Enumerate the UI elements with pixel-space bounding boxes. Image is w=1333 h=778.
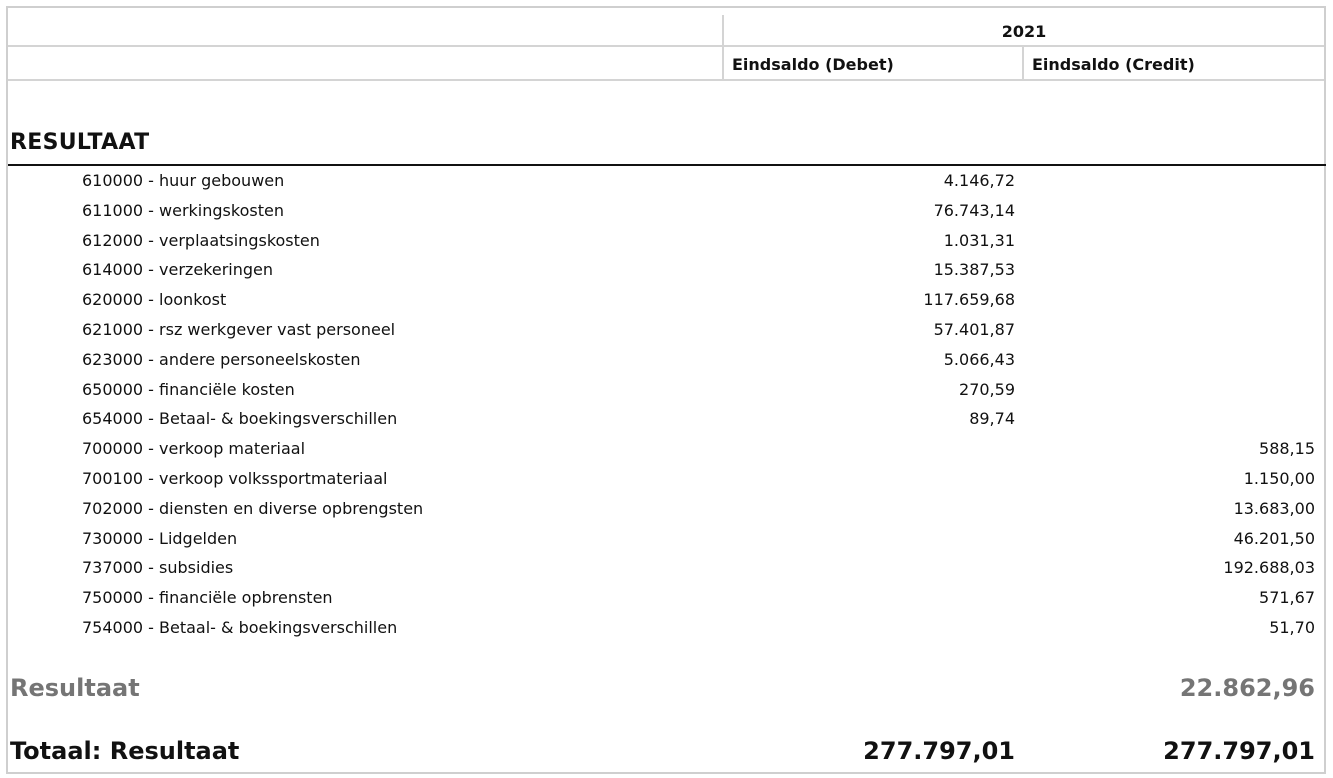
table-row	[0, 168, 1333, 198]
credit-value: 46.201,50	[1233, 528, 1315, 548]
table-row	[0, 496, 1333, 526]
account-label: 620000 - loonkost	[82, 290, 227, 310]
account-label: 650000 - financiële kosten	[82, 379, 295, 399]
account-label: 611000 - werkingskosten	[82, 200, 284, 220]
debet-value: 4.146,72	[943, 171, 1015, 190]
table-row	[0, 198, 1333, 228]
result-label: Resultaat	[10, 674, 140, 702]
table-row	[0, 615, 1333, 645]
account-label: 614000 - verzekeringen	[82, 260, 273, 280]
account-label: 700000 - verkoop materiaal	[82, 439, 306, 459]
account-label: 621000 - rsz werkgever vast personeel	[82, 319, 396, 339]
column-header-debet: Eindsaldo (Debet)	[722, 47, 1022, 81]
account-label: 750000 - financiële opbrensten	[82, 588, 333, 608]
table-row	[0, 347, 1333, 377]
table-row	[0, 555, 1333, 585]
credit-value: 13.683,00	[1233, 498, 1315, 518]
debet-value: 15.387,53	[933, 260, 1015, 280]
debet-value: 1.031,31	[943, 230, 1015, 250]
total-debet: 277.797,01	[863, 737, 1015, 765]
credit-value: 192.688,03	[1223, 558, 1315, 578]
table-row	[0, 287, 1333, 317]
section-title: RESULTAAT	[10, 130, 150, 155]
table-row	[0, 526, 1333, 556]
credit-value: 1.150,00	[1243, 468, 1315, 488]
account-label: 623000 - andere personeelskosten	[82, 349, 361, 369]
total-label: Totaal: Resultaat	[10, 737, 240, 765]
header-spacer-top	[8, 15, 722, 47]
account-label: 700100 - verkoop volkssportmateriaal	[82, 468, 388, 488]
account-rows	[0, 168, 1333, 645]
credit-value: 588,15	[1259, 439, 1315, 459]
account-label: 610000 - huur gebouwen	[82, 171, 285, 190]
account-label: 737000 - subsidies	[82, 558, 234, 578]
table-row	[0, 406, 1333, 436]
table-row	[0, 228, 1333, 258]
table-row	[0, 466, 1333, 496]
account-label: 754000 - Betaal- & boekingsverschillen	[82, 617, 398, 637]
account-label: 702000 - diensten en diverse opbrengsten	[82, 498, 424, 518]
total-credit: 277.797,01	[1163, 737, 1315, 765]
account-label: 730000 - Lidgelden	[82, 528, 238, 548]
year-header: 2021	[722, 15, 1324, 47]
debet-value: 57.401,87	[933, 319, 1015, 339]
section-divider	[8, 164, 1326, 166]
debet-value: 89,74	[969, 409, 1015, 429]
account-label: 612000 - verplaatsingskosten	[82, 230, 320, 250]
credit-value: 51,70	[1269, 617, 1315, 637]
credit-value: 571,67	[1259, 588, 1315, 608]
result-value: 22.862,96	[1179, 674, 1315, 702]
debet-value: 270,59	[959, 379, 1015, 399]
table-row	[0, 436, 1333, 466]
column-header-credit: Eindsaldo (Credit)	[1022, 47, 1324, 81]
table-row	[0, 585, 1333, 615]
table-row	[0, 257, 1333, 287]
debet-value: 117.659,68	[923, 290, 1015, 310]
debet-value: 76.743,14	[933, 200, 1015, 220]
table-row	[0, 377, 1333, 407]
header-spacer-bottom	[8, 47, 722, 81]
table-row	[0, 317, 1333, 347]
debet-value: 5.066,43	[943, 349, 1015, 369]
account-label: 654000 - Betaal- & boekingsverschillen	[82, 409, 398, 429]
